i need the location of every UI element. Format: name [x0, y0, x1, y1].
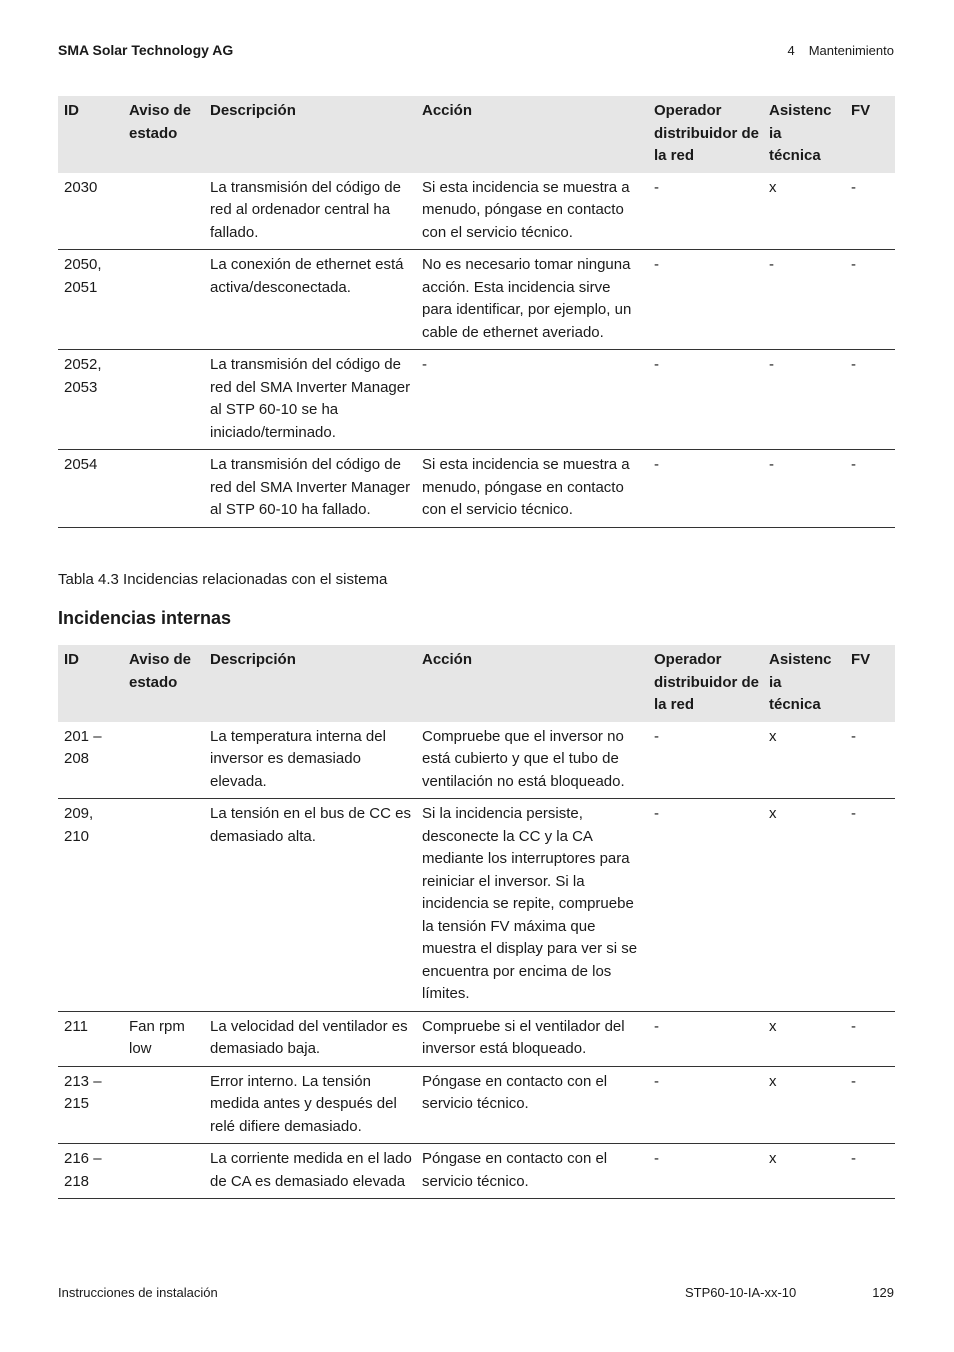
cell-id: 209, 210	[58, 799, 123, 1012]
col-grid-operator: Operador distribuidor de la red	[648, 645, 763, 722]
header-chapter	[787, 43, 894, 58]
col-action: Acción	[416, 96, 648, 173]
cell-grid-operator: -	[648, 250, 763, 350]
header-company: SMA Solar Technology AG	[58, 42, 234, 58]
cell-pv: -	[845, 173, 895, 250]
cell-description: La conexión de ethernet está activa/desconectada.	[204, 250, 416, 350]
cell-status	[123, 350, 204, 450]
table-caption: Tabla 4.3 Incidencias relacionadas con el sistema	[58, 571, 388, 588]
col-pv: FV	[845, 645, 895, 722]
table-header-row	[58, 645, 895, 722]
cell-tech-support: x	[763, 799, 845, 1012]
cell-status	[123, 173, 204, 250]
cell-status	[123, 1066, 204, 1144]
table-header-row	[58, 96, 895, 173]
col-description: Descripción	[204, 96, 416, 173]
cell-grid-operator: -	[648, 350, 763, 450]
cell-status	[123, 450, 204, 528]
cell-pv: -	[845, 1011, 895, 1066]
cell-grid-operator: -	[648, 799, 763, 1012]
chapter-title: Mantenimiento	[808, 43, 894, 58]
cell-status	[123, 250, 204, 350]
cell-id: 2052, 2053	[58, 350, 123, 450]
cell-status	[123, 1144, 204, 1199]
cell-grid-operator: -	[648, 173, 763, 250]
cell-action: Si esta incidencia se muestra a menudo, póngase en contacto con el servicio técnico.	[416, 173, 648, 250]
cell-id: 216 – 218	[58, 1144, 123, 1199]
table-row	[58, 799, 895, 1012]
footer-doc-type: Instrucciones de instalación	[58, 1285, 218, 1300]
cell-description: La transmisión del código de red del SMA Inverter Manager al STP 60-10 se ha iniciado/terminado.	[204, 350, 416, 450]
cell-grid-operator: -	[648, 1144, 763, 1199]
table-row	[58, 1066, 895, 1144]
cell-id: 213 – 215	[58, 1066, 123, 1144]
cell-grid-operator: -	[648, 1066, 763, 1144]
cell-action: Compruebe si el ventilador del inversor está bloqueado.	[416, 1011, 648, 1066]
col-pv: FV	[845, 96, 895, 173]
cell-action: -	[416, 350, 648, 450]
cell-description: La velocidad del ventilador es demasiado baja.	[204, 1011, 416, 1066]
cell-action: Póngase en contacto con el servicio técnico.	[416, 1144, 648, 1199]
cell-id: 2050, 2051	[58, 250, 123, 350]
cell-pv: -	[845, 350, 895, 450]
cell-tech-support: -	[763, 350, 845, 450]
cell-tech-support: -	[763, 450, 845, 528]
cell-description: La transmisión del código de red al ordenador central ha fallado.	[204, 173, 416, 250]
col-tech-support: Asistenc ia técnica	[763, 645, 845, 722]
col-id: ID	[58, 96, 123, 173]
cell-grid-operator: -	[648, 722, 763, 799]
table-row	[58, 250, 895, 350]
cell-tech-support: x	[763, 1144, 845, 1199]
table-row	[58, 722, 895, 799]
table-row	[58, 173, 895, 250]
footer-doc-code: STP60-10-IA-xx-10	[685, 1285, 797, 1300]
cell-description: La temperatura interna del inversor es demasiado elevada.	[204, 722, 416, 799]
cell-pv: -	[845, 722, 895, 799]
cell-status: Fan rpm low	[123, 1011, 204, 1066]
col-status: Aviso de estado	[123, 645, 204, 722]
cell-pv: -	[845, 1066, 895, 1144]
cell-id: 201 – 208	[58, 722, 123, 799]
cell-tech-support: x	[763, 1011, 845, 1066]
cell-grid-operator: -	[648, 1011, 763, 1066]
col-status: Aviso de estado	[123, 96, 204, 173]
section-title: Incidencias internas	[58, 608, 232, 628]
cell-tech-support: x	[763, 722, 845, 799]
cell-status	[123, 722, 204, 799]
internal-incidents-table	[58, 645, 895, 1199]
cell-tech-support: -	[763, 250, 845, 350]
table-row	[58, 350, 895, 450]
cell-action: Póngase en contacto con el servicio técnico.	[416, 1066, 648, 1144]
cell-pv: -	[845, 250, 895, 350]
cell-action: Si la incidencia persiste, desconecte la CC y la CA mediante los interruptores para reiniciar el inversor. Si la incidencia se repite, compruebe la tensión FV máxima que muestra el display para ver si se encuentra por encima de los límites.	[416, 799, 648, 1012]
col-tech-support: Asistenc ia técnica	[763, 96, 845, 173]
chapter-number: 4	[787, 43, 795, 58]
cell-action: Compruebe que el inversor no está cubierto y que el tubo de ventilación no está bloqueado.	[416, 722, 648, 799]
cell-description: La tensión en el bus de CC es demasiado alta.	[204, 799, 416, 1012]
system-incidents-table	[58, 96, 895, 528]
cell-grid-operator: -	[648, 450, 763, 528]
cell-id: 211	[58, 1011, 123, 1066]
table-row	[58, 1011, 895, 1066]
table-row	[58, 450, 895, 528]
cell-id: 2054	[58, 450, 123, 528]
col-action: Acción	[416, 645, 648, 722]
cell-action: Si esta incidencia se muestra a menudo, póngase en contacto con el servicio técnico.	[416, 450, 648, 528]
cell-status	[123, 799, 204, 1012]
cell-action: No es necesario tomar ninguna acción. Esta incidencia sirve para identificar, por ejemplo, un cable de ethernet averiado.	[416, 250, 648, 350]
cell-pv: -	[845, 799, 895, 1012]
cell-tech-support: x	[763, 1066, 845, 1144]
page-number: 129	[872, 1285, 894, 1300]
cell-tech-support: x	[763, 173, 845, 250]
col-grid-operator: Operador distribuidor de la red	[648, 96, 763, 173]
cell-id: 2030	[58, 173, 123, 250]
cell-description: La transmisión del código de red del SMA Inverter Manager al STP 60-10 ha fallado.	[204, 450, 416, 528]
cell-description: Error interno. La tensión medida antes y después del relé difiere demasiado.	[204, 1066, 416, 1144]
cell-pv: -	[845, 1144, 895, 1199]
cell-pv: -	[845, 450, 895, 528]
cell-description: La corriente medida en el lado de CA es demasiado elevada	[204, 1144, 416, 1199]
table-row	[58, 1144, 895, 1199]
col-description: Descripción	[204, 645, 416, 722]
col-id: ID	[58, 645, 123, 722]
